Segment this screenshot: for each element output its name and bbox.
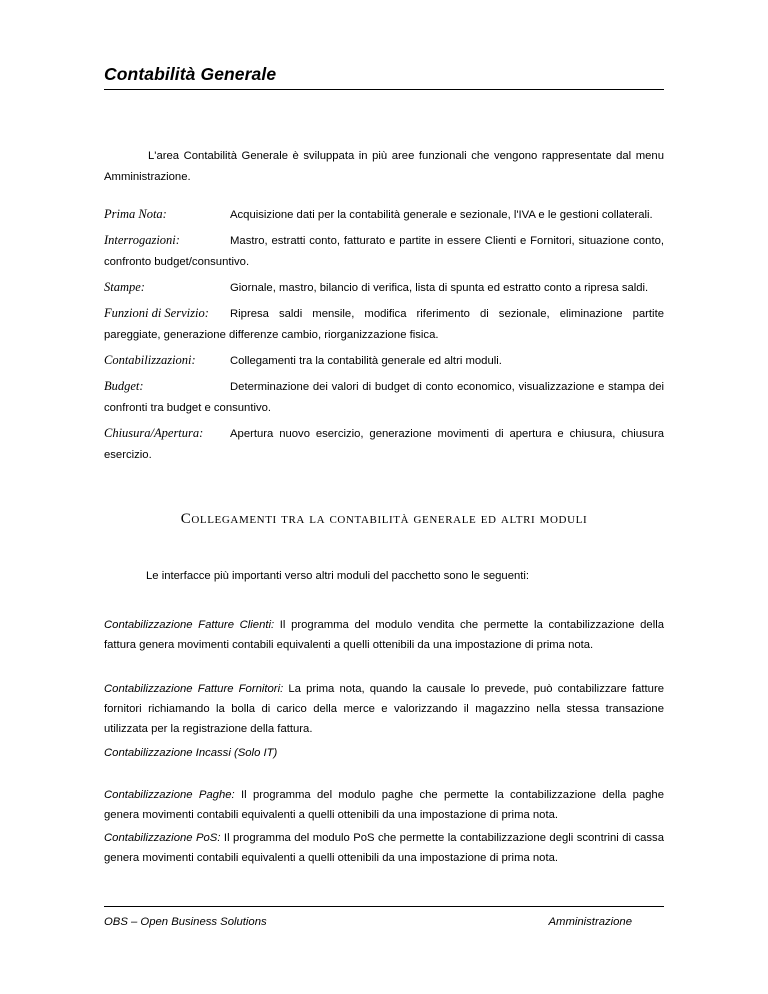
paragraph-lead: Contabilizzazione Fatture Clienti:	[104, 619, 275, 631]
definition-list	[104, 204, 664, 470]
interface-paragraph	[104, 615, 664, 655]
definition-term: Budget:	[104, 379, 144, 393]
interface-paragraph	[104, 679, 664, 739]
definition-desc: Apertura nuovo esercizio, generazione movimenti di apertura e chiusura, chiusura esercizio.	[104, 428, 664, 461]
interface-paragraph	[104, 828, 664, 868]
paragraph-text: Il programma del modulo vendita che permette la contabilizzazione della fattura genera movimenti contabili equivalenti a quelli ottenibili da una impostazione di prima nota.	[104, 619, 665, 651]
paragraph-text: La prima nota, quando la causale lo prevede, può contabilizzare fatture fornitori richiamando la bolla di carico della merce e valorizzando il magazzino nella stessa transazione utilizzata per la registrazione della fattura.	[104, 683, 664, 735]
section-heading: Collegamenti tra la contabilità generale ed altri moduli	[180, 511, 588, 527]
section-intro: Le interfacce più importanti verso altri moduli del pacchetto sono le seguenti:	[146, 570, 530, 582]
paragraph-lead: Contabilizzazione Paghe:	[104, 789, 235, 801]
definition-item	[104, 204, 664, 226]
paragraph-text: Il programma del modulo paghe che permette la contabilizzazione della paghe genera movimenti contabili equivalenti a quelli ottenibili da una impostazione di prima nota.	[104, 789, 664, 821]
definition-term: Stampe:	[104, 280, 145, 294]
definition-term: Interrogazioni:	[104, 233, 180, 247]
page-title: Contabilità Generale	[104, 64, 664, 90]
definition-desc: Mastro, estratti conto, fatturato e partite in essere Clienti e Fornitori, situazione conto, confronto budget/consuntivo.	[104, 235, 664, 268]
definition-term: Chiusura/Apertura:	[104, 426, 204, 440]
definition-item	[104, 350, 664, 372]
paragraph-lead: Contabilizzazione Incassi (Solo IT)	[104, 747, 278, 759]
definition-desc: Giornale, mastro, bilancio di verifica, lista di spunta ed estratto conto a ripresa saldi.	[230, 282, 649, 294]
definition-item	[104, 277, 664, 299]
paragraph-text: Il programma del modulo PoS che permette la contabilizzazione degli scontrini di cassa genera movimenti contabili equivalenti a quelli ottenibili da una impostazione di prima nota.	[104, 832, 664, 864]
definition-item	[104, 376, 664, 419]
paragraph-lead: Contabilizzazione PoS:	[104, 832, 221, 844]
definition-desc: Acquisizione dati per la contabilità generale e sezionale, l'IVA e le gestioni collaterali.	[230, 209, 653, 221]
page-header	[104, 64, 664, 90]
definition-desc: Determinazione dei valori di budget di conto economico, visualizzazione e stampa dei confronti tra budget e consuntivo.	[104, 381, 664, 414]
page-footer	[104, 906, 664, 928]
definition-desc: Collegamenti tra la contabilità generale ed altri moduli.	[230, 355, 502, 367]
paragraph-lead: Contabilizzazione Fatture Fornitori:	[104, 683, 284, 695]
interface-paragraph	[104, 785, 664, 825]
definition-term: Contabilizzazioni:	[104, 353, 196, 367]
definition-term: Funzioni di Servizio:	[104, 306, 209, 320]
definition-item	[104, 423, 664, 466]
definition-item	[104, 230, 664, 273]
footer-section: Amministrazione	[548, 916, 632, 928]
footer-company: OBS – Open Business Solutions	[104, 916, 267, 928]
definition-item	[104, 303, 664, 346]
intro-paragraph: L'area Contabilità Generale è sviluppata in più aree funzionali che vengono rappresentate dal menu Amministrazione.	[104, 150, 664, 183]
definition-desc: Ripresa saldi mensile, modifica riferimento di sezionale, eliminazione partite pareggiate, generazione differenze cambio, riorganizzazione fisica.	[104, 308, 664, 341]
definition-term: Prima Nota:	[104, 207, 167, 221]
interface-paragraph	[104, 743, 664, 763]
